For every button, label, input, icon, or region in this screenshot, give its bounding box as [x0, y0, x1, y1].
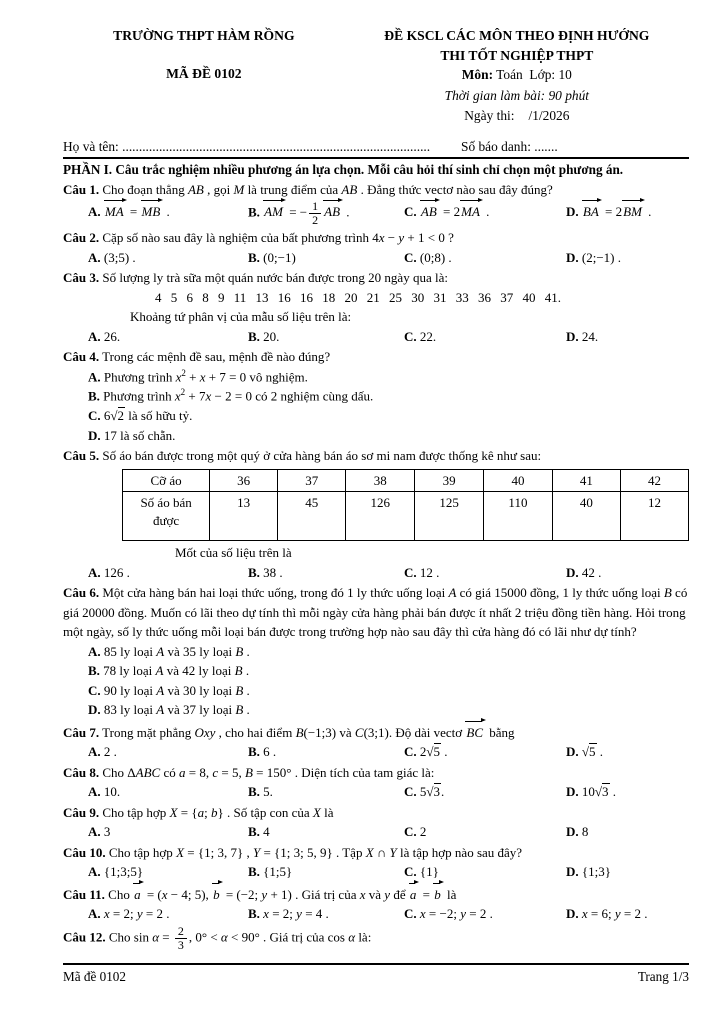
question-7-text: Câu 7. Trong mặt phẳng Oxy , cho hai điểm B(−1;3) và C(3;1). Độ dài vectơ BC bằng — [63, 721, 689, 743]
question-2-options — [63, 248, 689, 268]
question-7-option-B: B. 6 . — [248, 744, 277, 760]
subject-label: Môn: — [461, 67, 494, 83]
table-row — [123, 492, 689, 541]
question-5-option-D: D. 42 . — [566, 564, 602, 580]
table-cell: 42 — [620, 469, 688, 492]
question-7 — [63, 721, 689, 762]
question-number: Câu 3. — [63, 270, 100, 286]
question-5-option-B: B. 38 . — [248, 564, 283, 580]
question-2-option-C: C. (0;8) . — [404, 249, 452, 265]
question-number: Câu 11. — [63, 886, 105, 902]
part1-heading: PHẦN I. Câu trắc nghiệm nhiều phương án lựa chọn. Mỗi câu hỏi thí sinh chỉ chọn một phương án. — [63, 161, 624, 177]
question-5-options — [63, 563, 689, 583]
question-8-option-A: A. 10. — [88, 784, 121, 800]
table-cell: 125 — [415, 492, 484, 541]
exam-header — [63, 26, 689, 126]
date-label: Ngày thi: — [464, 107, 515, 123]
question-11-options — [63, 904, 689, 924]
question-9-text: Câu 9. Cho tập hợp X = {a; b} . Số tập con của X là — [63, 804, 334, 820]
table-cell: 40 — [484, 469, 553, 492]
question-number: Câu 2. — [63, 230, 100, 246]
question-9-options — [63, 822, 689, 842]
question-2-text: Câu 2. Cặp số nào sau đây là nghiệm của bất phương trình 4x − y + 1 < 0 ? — [63, 230, 454, 246]
question-number: Câu 9. — [63, 804, 100, 820]
exam-date-line — [345, 106, 689, 126]
question-7-options — [63, 742, 689, 762]
question-8-text: Câu 8. Cho ΔABC có a = 8, c = 5, B = 150° . Diện tích của tam giác là: — [63, 764, 435, 780]
question-8 — [63, 763, 689, 802]
duration-line: Thời gian làm bài: 90 phút — [444, 87, 590, 103]
question-4-option-A: A. Phương trình $x^2 + x + 7 = 0$ vô nghiệm. — [88, 367, 308, 384]
question-2-option-A: A. (3;5) . — [88, 249, 136, 265]
table-cell: 39 — [415, 469, 484, 492]
table-cell: 45 — [278, 492, 346, 541]
question-1-option-D: D. BA = 2BM . — [566, 200, 689, 222]
question-4-option-D: D. 17 là số chẵn. — [88, 427, 176, 443]
table-cell: Số áo bán được — [123, 492, 210, 541]
question-1 — [63, 180, 689, 227]
question-3-option-B: B. 20. — [248, 328, 280, 344]
question-2-option-D: D. (2;−1) . — [566, 249, 621, 265]
question-11 — [63, 883, 689, 924]
question-9-option-C: C. 2 — [404, 824, 427, 840]
question-10-option-C: C. {1} — [404, 864, 439, 880]
question-12-text: Câu 12. Cho sin α = $\frac{2}{3}$ , 0° < α < 90° . Giá trị của cos α là: — [63, 923, 372, 952]
page-footer — [63, 963, 689, 985]
question-6-option-C: C. 90 ly loại A và 30 ly loại B . — [88, 682, 250, 698]
questions — [63, 180, 689, 952]
question-1-option-B: B. AM = − $\frac{1}{2}$ AB . — [248, 198, 350, 227]
question-6-options — [63, 642, 689, 720]
question-3-option-C: C. 22. — [404, 328, 437, 344]
question-2-option-B: B. (0;−1) — [248, 249, 296, 265]
table-cell: 13 — [210, 492, 278, 541]
question-3-options — [63, 327, 689, 347]
question-3 — [63, 268, 689, 346]
question-number: Câu 5. — [63, 448, 100, 464]
question-3-option-A: A. 26. — [88, 328, 121, 344]
question-10-text: Câu 10. Cho tập hợp X = {1; 3, 7} , Y = {1; 3; 5, 9} . Tập X ∩ Y là tập hợp nào sau đây? — [63, 844, 523, 860]
header-divider — [63, 157, 689, 159]
question-11-option-A: A. x = 2; y = 2 . — [88, 906, 170, 922]
question-6-option-D: D. 83 ly loại A và 37 ly loại B . — [88, 702, 250, 718]
question-9-option-A: A. 3 — [88, 824, 111, 840]
question-8-option-D: D. 10 √ 3 . — [566, 782, 689, 802]
table-cell: 38 — [346, 469, 415, 492]
question-number: Câu 6. — [63, 585, 100, 601]
question-1-option-C: C. AB = 2MA . — [404, 200, 566, 222]
question-3-option-D: D. 24. — [566, 328, 599, 344]
question-11-option-B: B. x = 2; y = 4 . — [248, 906, 329, 922]
question-7-option-C: C. 2 √ 5 . — [404, 742, 566, 762]
subject-line — [345, 65, 689, 85]
question-11-option-D: D. x = 6; y = 2 . — [566, 906, 648, 922]
exam-title-line2: THI TỐT NGHIỆP THPT — [440, 47, 594, 63]
question-5-subtext: Mốt của số liệu trên là — [175, 545, 292, 561]
question-4-option-C: C. 6 √ 2 là số hữu tỷ. — [63, 406, 689, 426]
question-9-option-D: D. 8 — [566, 824, 589, 840]
question-number: Câu 10. — [63, 844, 106, 860]
table-cell: Cỡ áo — [123, 469, 210, 492]
question-10 — [63, 843, 689, 882]
question-4-text: Câu 4. Trong các mệnh đề sau, mệnh đề nào đúng? — [63, 349, 331, 365]
exam-code: MÃ ĐỀ 0102 — [166, 65, 242, 81]
question-8-option-B: B. 5. — [248, 784, 273, 800]
question-4 — [63, 347, 689, 445]
question-5-option-C: C. 12 . — [404, 564, 440, 580]
question-6-text: Câu 6. Một cửa hàng bán hai loại thức uống, trong đó 1 ly thức uống loại A có giá 15000 đồng, 1 ly thức uống loại B có giá 20000 đồng. Muốn có lãi theo dự tính thì mỗi ngày cửa hàng phải bán được ít nhất 2 triệu đồng tiền hàng. Hỏi trong một ngày, số ly thức uống mỗi loại bán được trong trường hợp nào sau đây thì cửa hàng đó có lãi như dự tính? — [63, 585, 688, 640]
date-value: /1/2026 — [528, 107, 570, 123]
question-11-text: Câu 11. Cho a = (x − 4; 5), b = (−2; y + 1) . Giá trị của x và y để a = b là — [63, 883, 689, 905]
question-number: Câu 4. — [63, 349, 100, 365]
table-cell: 12 — [620, 492, 688, 541]
question-9 — [63, 803, 689, 842]
header-left — [63, 26, 345, 126]
question-10-option-A: A. {1;3;5} — [88, 864, 144, 880]
question-number: Câu 12. — [63, 929, 106, 945]
table-row — [123, 469, 689, 492]
question-5-option-A: A. 126 . — [88, 564, 130, 580]
question-11-option-C: C. x = −2; y = 2 . — [404, 906, 493, 922]
question-6-option-A: A. 85 ly loại A và 35 ly loại B . — [88, 643, 250, 659]
question-6-option-B: B. 78 ly loại A và 42 ly loại B . — [88, 663, 250, 679]
question-number: Câu 7. — [63, 724, 100, 740]
exam-title-line1: ĐỀ KSCL CÁC MÔN THEO ĐỊNH HƯỚNG — [384, 28, 650, 43]
question-4-option-B: B. Phương trình $x^2 + 7x - 2 = 0$ có 2 nghiệm cùng dấu. — [88, 387, 374, 404]
question-7-option-D: D. √ 5 . — [566, 742, 689, 762]
question-10-option-B: B. {1;5} — [248, 864, 293, 880]
question-6 — [63, 583, 689, 720]
candidate-row — [63, 139, 689, 155]
table-cell: 110 — [484, 492, 553, 541]
question-10-option-D: D. {1;3} — [566, 864, 611, 880]
header-right — [345, 26, 689, 126]
question-1-option-A: A. MA = MB . — [88, 200, 248, 222]
question-1-options — [63, 200, 689, 227]
question-10-options — [63, 862, 689, 882]
table-cell: 41 — [552, 469, 620, 492]
question-number: Câu 1. — [63, 182, 100, 198]
question-1-text: Câu 1. Cho đoạn thẳng AB , gọi M là trung điểm của AB . Đẳng thức vectơ nào sau đây đúng? — [63, 182, 553, 198]
school-name: TRƯỜNG THPT HÀM RỒNG — [113, 28, 295, 43]
subject-value: Toán Lớp: 10 — [496, 67, 572, 83]
candidate-name-field: Họ và tên: ............................................................................................ — [63, 138, 431, 154]
question-5 — [63, 446, 689, 582]
question-5-text: Câu 5. Số áo bán được trong một quý ở cửa hàng bán áo sơ mi nam được thống kê như sau: — [63, 448, 542, 464]
question-3-text: Câu 3. Số lượng ly trà sữa một quán nước bán được trong 20 ngày qua là: — [63, 270, 448, 286]
question-4-options — [63, 367, 689, 446]
question-9-option-B: B. 4 — [248, 824, 270, 840]
question-3-data-values: 4 5 6 8 9 11 13 16 16 18 20 21 25 30 31 33 36 37 40 41. — [155, 289, 562, 305]
table-cell: 126 — [346, 492, 415, 541]
table-cell: 36 — [210, 469, 278, 492]
question-3-subtext: Khoảng tứ phân vị của mẫu số liệu trên là: — [130, 309, 352, 325]
question-number: Câu 8. — [63, 764, 100, 780]
shirt-sales-table — [122, 469, 689, 542]
question-2 — [63, 228, 689, 267]
candidate-id-field: Số báo danh: ....... — [461, 138, 558, 154]
footer-page-number: Trang 1/3 — [637, 969, 689, 984]
question-8-options — [63, 782, 689, 802]
table-cell: 37 — [278, 469, 346, 492]
question-12 — [63, 925, 689, 952]
question-7-option-A: A. 2 . — [88, 744, 117, 760]
question-8-option-C: C. 5 √ 3. — [404, 782, 566, 802]
table-cell: 40 — [552, 492, 620, 541]
footer-exam-code: Mã đề 0102 — [63, 969, 126, 984]
